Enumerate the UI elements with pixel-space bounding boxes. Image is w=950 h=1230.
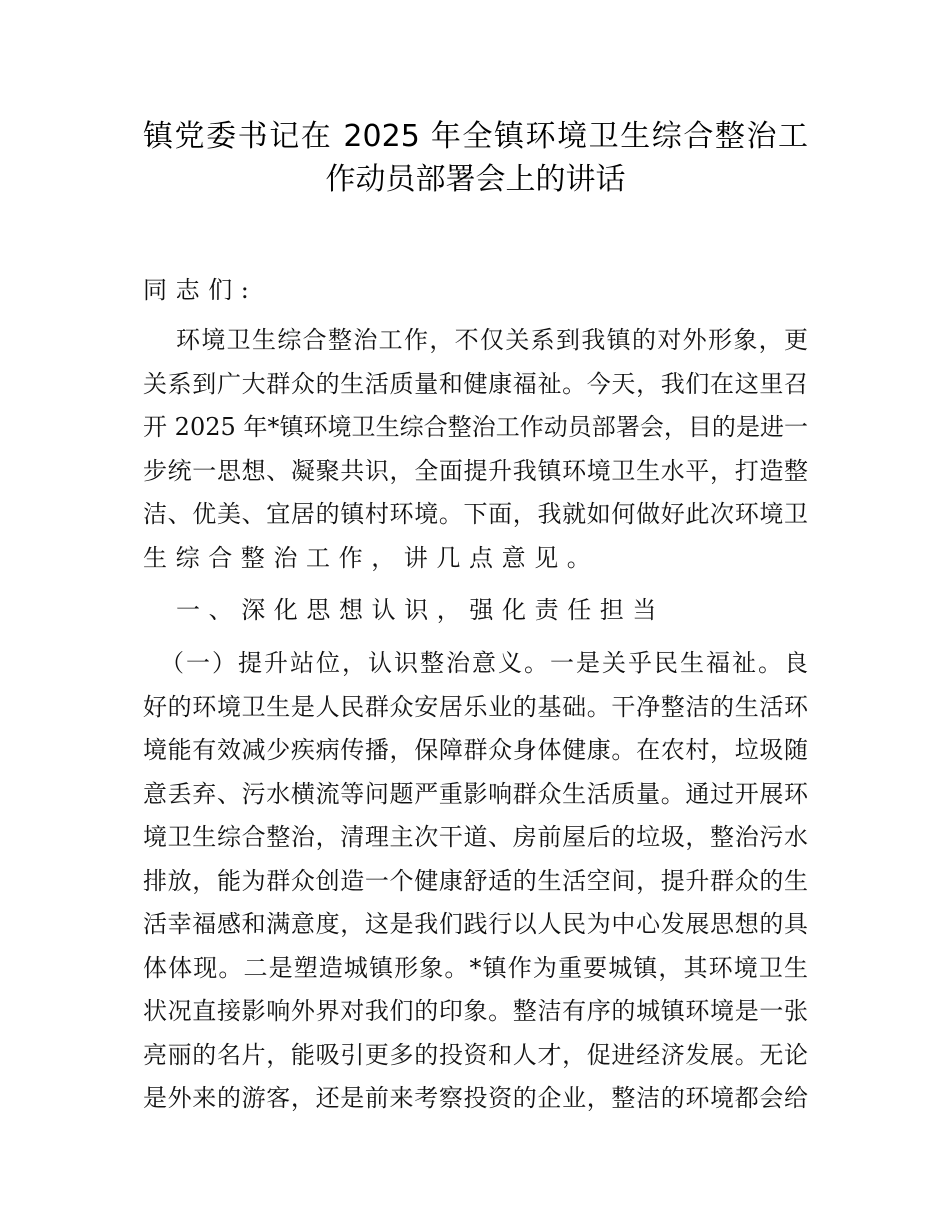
paragraph-line: 生综合整治工作，讲几点意见。 bbox=[143, 543, 600, 572]
paragraph-line: 境卫生综合整治，清理主次干道、房前屋后的垃圾，整治污水 bbox=[143, 823, 808, 851]
document-title-line-2: 作动员部署会上的讲话 bbox=[325, 162, 626, 197]
paragraph-line: 好的环境卫生是人民群众安居乐业的基础。干净整洁的生活环 bbox=[143, 692, 808, 721]
salutation: 同志们: bbox=[143, 276, 258, 304]
paragraph-line: （一）提升站位，认识整治意义。一是关乎民生福祉。良 bbox=[160, 649, 808, 677]
paragraph-line: 是外来的游客，还是前来考察投资的企业，整洁的环境都会给 bbox=[143, 1084, 808, 1112]
paragraph-line: 开 2025 年*镇环境卫生综合整治工作动员部署会，目的是进一 bbox=[143, 413, 808, 441]
paragraph-line: 状况直接影响外界对我们的印象。整洁有序的城镇环境是一张 bbox=[143, 997, 808, 1025]
paragraph-line: 意丢弃、污水横流等问题严重影响群众生活质量。通过开展环 bbox=[143, 779, 808, 808]
section-heading: 一、深化思想认识，强化责任担当 bbox=[176, 596, 665, 624]
paragraph-line: 排放，能为群众创造一个健康舒适的生活空间，提升群众的生 bbox=[143, 866, 808, 895]
paragraph-line: 洁、优美、宜居的镇村环境。下面，我就如何做好此次环境卫 bbox=[143, 500, 808, 528]
paragraph-line: 活幸福感和满意度，这是我们践行以人民为中心发展思想的具 bbox=[143, 910, 808, 938]
paragraph-line: 境能有效减少疾病传播，保障群众身体健康。在农村，垃圾随 bbox=[143, 736, 808, 764]
paragraph-line: 关系到广大群众的生活质量和健康福祉。今天，我们在这里召 bbox=[143, 369, 808, 398]
paragraph-line: 环境卫生综合整治工作，不仅关系到我镇的对外形象，更 bbox=[176, 326, 808, 354]
paragraph-line: 亮丽的名片，能吸引更多的投资和人才，促进经济发展。无论 bbox=[143, 1040, 808, 1069]
paragraph-line: 步统一思想、凝聚共识，全面提升我镇环境卫生水平，打造整 bbox=[143, 456, 808, 485]
paragraph-line: 体体现。二是塑造城镇形象。*镇作为重要城镇，其环境卫生 bbox=[143, 953, 808, 982]
document-title-line-1: 镇党委书记在 2025 年全镇环境卫生综合整治工 bbox=[143, 119, 808, 154]
